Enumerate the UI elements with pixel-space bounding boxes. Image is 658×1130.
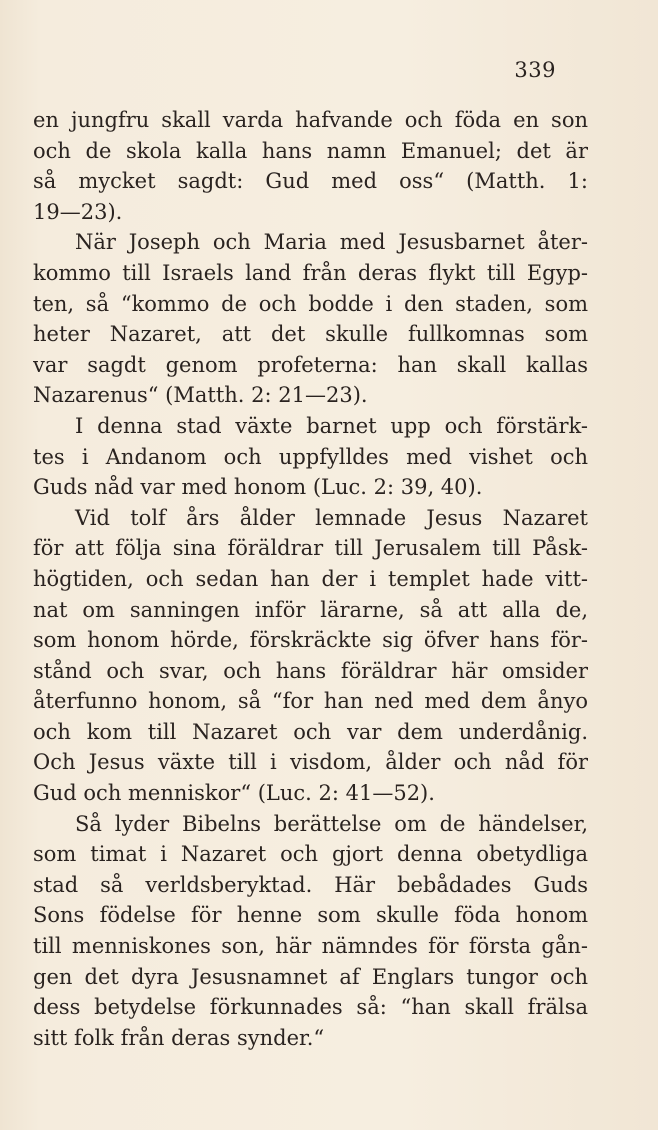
text-line: en jungfru skall varda hafvande och föda en son [33, 108, 588, 132]
text-line: till menniskones son, här nämndes för första gån- [33, 934, 588, 959]
text-line: 19—23). [33, 199, 123, 224]
text-line: stad så verldsberyktad. Här bebådades Guds [33, 872, 588, 897]
text-line: ten, så “kommo de och bodde i den staden, som [33, 291, 588, 316]
text-line: Gud och menniskor“ (Luc. 2: 41—52). [33, 781, 435, 806]
text-line: högtiden, och sedan han der i templet hade vitt- [33, 566, 588, 591]
text-line: När Joseph och Maria med Jesusbarnet åter- [75, 230, 588, 255]
text-line: Och Jesus växte till i visdom, ålder och nåd för [33, 750, 588, 775]
text-line: och de skola kalla hans namn Emanuel; det är [33, 138, 588, 163]
text-line: kommo till Israels land från deras flykt till Egyp- [33, 260, 588, 285]
text-line: som timat i Nazaret och gjort denna obetydliga [33, 842, 588, 867]
body-text [33, 105, 588, 1053]
text-line: Sons födelse för henne som skulle föda honom [33, 903, 588, 928]
text-line: och kom till Nazaret och var dem underdånig. [33, 719, 588, 744]
text-line: för att följa sina föräldrar till Jerusalem till Påsk- [33, 536, 588, 561]
text-line: stånd och svar, och hans föräldrar här omsider [33, 658, 588, 683]
text-line: dess betydelse förkunnades så: “han skall frälsa [33, 995, 588, 1020]
text-line: som honom hörde, förskräckte sig öfver hans för- [33, 628, 588, 653]
text-line: sitt folk från deras synder.“ [33, 1025, 325, 1050]
text-line: tes i Andanom och uppfylldes med vishet och [33, 444, 588, 469]
text-line: nat om sanningen inför lärarne, så att alla de, [33, 597, 588, 622]
text-line: heter Nazaret, att det skulle fullkomnas som [33, 322, 588, 347]
text-line: I denna stad växte barnet upp och förstärk- [75, 413, 588, 438]
text-line: gen det dyra Jesusnamnet af Englars tungor och [33, 964, 588, 989]
text-line: Vid tolf års ålder lemnade Jesus Nazaret [75, 505, 588, 530]
text-line: så mycket sagdt: Gud med oss“ (Matth. 1: [33, 169, 588, 194]
page-number: 339 [514, 58, 556, 82]
text-line: Guds nåd var med honom (Luc. 2: 39, 40). [33, 475, 483, 500]
text-line: Nazarenus“ (Matth. 2: 21—23). [33, 383, 368, 408]
text-line: var sagdt genom profeterna: han skall kallas [33, 352, 588, 377]
text-line: återfunno honom, så “for han ned med dem ånyo [33, 689, 588, 714]
text-line: Så lyder Bibelns berättelse om de händelser, [75, 811, 588, 836]
